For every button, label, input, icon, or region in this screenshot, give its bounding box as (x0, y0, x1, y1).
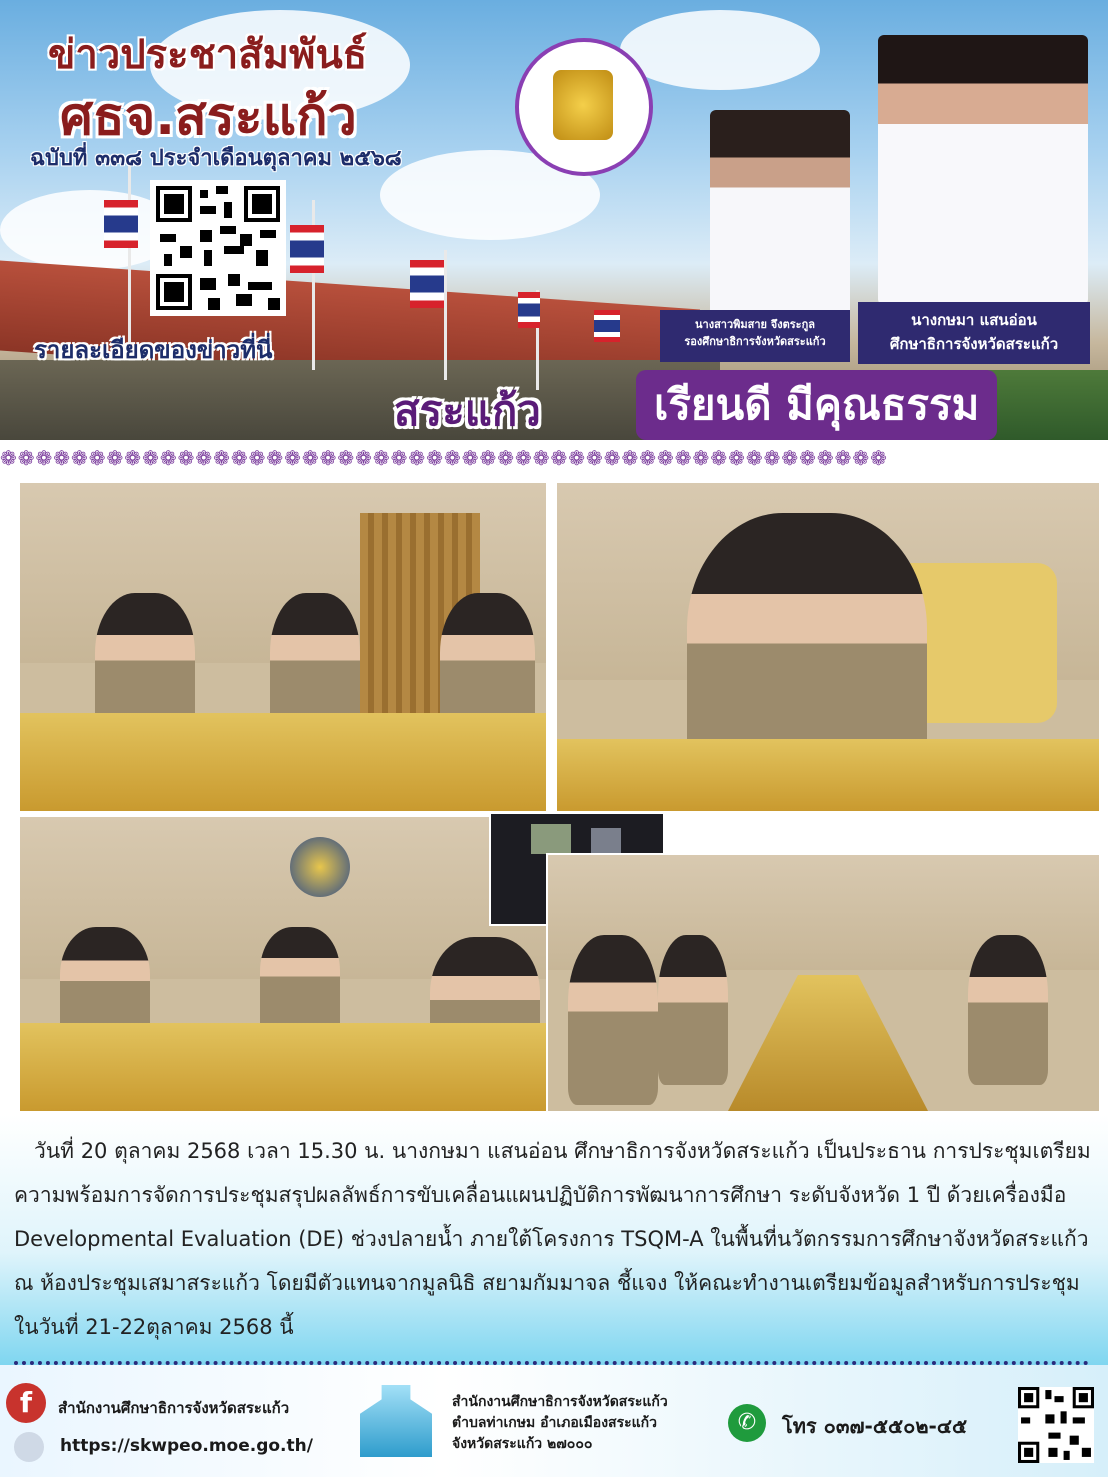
attendee (260, 927, 340, 1037)
office-abbreviation: ศธจ.สระแก้ว (60, 87, 357, 147)
address-line: สำนักงานศึกษาธิการจังหวัดสระแก้ว (452, 1394, 668, 1410)
meeting-table (728, 975, 928, 1111)
issue-number: ฉบับที่ ๓๓๘ ประจำเดือนตุลาคม ๒๕๖๘ (30, 146, 402, 171)
header-banner (0, 0, 1108, 440)
decorative-divider: ❁❁❁❁❁❁❁❁❁❁❁❁❁❁❁❁❁❁❁❁❁❁❁❁❁❁❁❁❁❁❁❁❁❁❁❁❁❁❁❁❁❁❁❁❁❁❁❁❁❁ (0, 446, 888, 470)
thai-flag-icon (290, 225, 324, 273)
meeting-photo-4 (546, 853, 1101, 1113)
meeting-table (20, 1023, 546, 1111)
qr-code-icon[interactable] (150, 180, 286, 316)
office-address (452, 1392, 668, 1455)
dotted-divider (14, 1355, 1089, 1365)
footer-qr-code-icon[interactable] (1018, 1387, 1094, 1463)
phone-icon: ✆ (728, 1404, 766, 1442)
meeting-photo-1 (18, 481, 548, 813)
article-text: วันที่ 20 ตุลาคม 2568 เวลา 15.30 น. นางกษมา แสนอ่อน ศึกษาธิการจังหวัดสระแก้ว เป็นประธาน การประชุมเตรียมความพร้อมการจัดการประชุมสรุปผลลัพธ์การขับเคลื่อนแผนปฏิบัติการพัฒนาการศึกษา ระดับจังหวัด 1 ปี ด้วยเครื่องมือ Developmental Evaluation (DE) ช่วงปลายน้ำ ภายใต้โครงการ TSQM-A ในพื้นที่นวัตกรรมการศึกษาจังหวัดสระแก้ว ณ ห้องประชุมเสมาสระแก้ว โดยมีตัวแทนจากมูลนิธิ สยามกัมมาจล ชี้แจง ให้คณะทำงานเตรียมข้อมูลสำหรับการประชุมในวันที่ 21-22ตุลาคม 2568 นี้ (14, 1139, 1091, 1339)
details-link[interactable]: รายละเอียดของข่าวที่นี่ (34, 336, 273, 364)
thai-flag-icon (104, 200, 138, 248)
slogan-province: สระแก้ว (394, 386, 541, 435)
emblem-icon (290, 837, 350, 897)
building-image (0, 360, 720, 440)
phone-number[interactable]: โทร ๐๓๗-๕๕๐๒-๔๕ (782, 1414, 968, 1438)
deputy-nameplate (660, 310, 850, 362)
director-nameplate (858, 302, 1090, 364)
director-name: นางกษมา แสนอ่อน (911, 311, 1037, 329)
office-seal (515, 38, 653, 176)
address-line: จังหวัดสระแก้ว ๒๗๐๐๐ (452, 1436, 593, 1452)
deputy-position: รองศึกษาธิการจังหวัดสระแก้ว (684, 335, 826, 348)
meeting-table (20, 713, 546, 811)
deputy-portrait (710, 110, 850, 325)
globe-icon (14, 1432, 44, 1462)
thai-flag-icon (594, 310, 620, 342)
meeting-photo-3 (18, 815, 548, 1113)
attendee (968, 935, 1048, 1085)
attendee (568, 935, 658, 1105)
slogan-motto: เรียนดี มีคุณธรรม (636, 370, 997, 440)
article-body (14, 1129, 1094, 1349)
video-tile (531, 824, 571, 854)
video-tile (591, 828, 621, 854)
address-line: ตำบลท่าเกษม อำเภอเมืองสระแก้ว (452, 1415, 657, 1431)
director-position: ศึกษาธิการจังหวัดสระแก้ว (889, 335, 1059, 353)
facebook-icon[interactable]: f (6, 1383, 46, 1423)
flag-pole (444, 250, 447, 380)
deputy-name: นางสาวพิมสาย จึงตระกูล (695, 318, 815, 331)
meeting-photo-2 (555, 481, 1101, 813)
seal-emblem-icon (553, 70, 613, 140)
newsletter-title: ข่าวประชาสัมพันธ์ (48, 32, 368, 78)
thai-flag-icon (410, 260, 444, 308)
thai-flag-icon (518, 292, 540, 328)
meeting-table (557, 739, 1099, 811)
website-link[interactable]: https://skwpeo.moe.go.th/ (60, 1436, 313, 1456)
director-portrait (878, 35, 1088, 305)
cloud (620, 10, 820, 90)
attendee (658, 935, 728, 1085)
facebook-page-link[interactable]: สำนักงานศึกษาธิการจังหวัดสระแก้ว (58, 1399, 290, 1417)
article-panel (0, 1115, 1108, 1365)
